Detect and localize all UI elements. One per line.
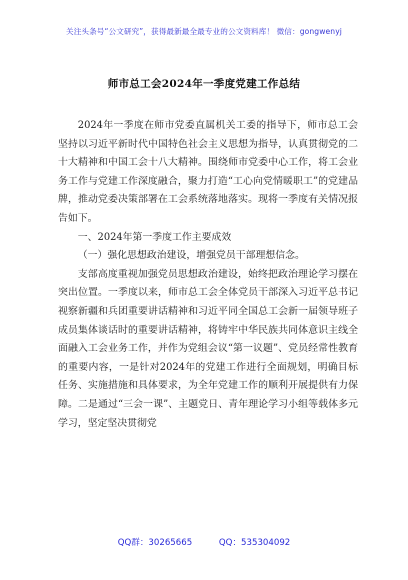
qq-number: QQ：535304092 — [218, 538, 291, 548]
footer-contact — [0, 536, 408, 548]
intro-paragraph: 2024年一季度在师市党委直属机关工委的指导下，师市总工会坚持以习近平新时代中国特色社会主义思想为指导，认真贯彻党的二十大精神和中国工会十八大精神。围绕师市党委中心工作，将工会业务工作与党建工作深度融合，聚力打造“工心向党情暖职工”的党建品牌，推动党委决策部署在工会系统落地落实。现将一季度有关情况报告如下。 — [58, 120, 358, 224]
qq-group-number: QQ群：30265665 — [117, 538, 193, 548]
subsection-paragraph-1: 支部高度重视加强党员思想政治建设，始终把政治理论学习摆在突出位置。一季度以来，师市总工会全体党员干部深入习近平总书记视察新疆和兵团重要讲话精神和习近平同全国总工会新一届领导班子成员集体谈话时的重要讲话精神，将铸牢中华民族共同体意识主线全面融入工会业务工作，并作为党组会议“第一议题”、党员经常性教育的重要内容，一是针对2024年的党建工作进行全面规划，明确目标任务、实施措施和具体要求，为全年党建工作的顺利开展提供有力保障。二是通过“三会一课”、主题党日、青年理论学习小组等载体多元学习，坚定坚决贯彻党 — [58, 268, 358, 429]
document-title: 师市总工会2024年一季度党建工作总结 — [107, 78, 301, 90]
document-body — [58, 117, 358, 433]
section-heading-1: 一、2024年第一季度工作主要成效 — [77, 231, 232, 243]
promo-banner: 关注头条号“公文研究”，获得最新最全最专业的公文资料库！ 微信：gongwenyj — [66, 27, 342, 36]
subsection-heading-1: （一）强化思想政治建设，增强党员干部理想信念。 — [77, 250, 305, 262]
